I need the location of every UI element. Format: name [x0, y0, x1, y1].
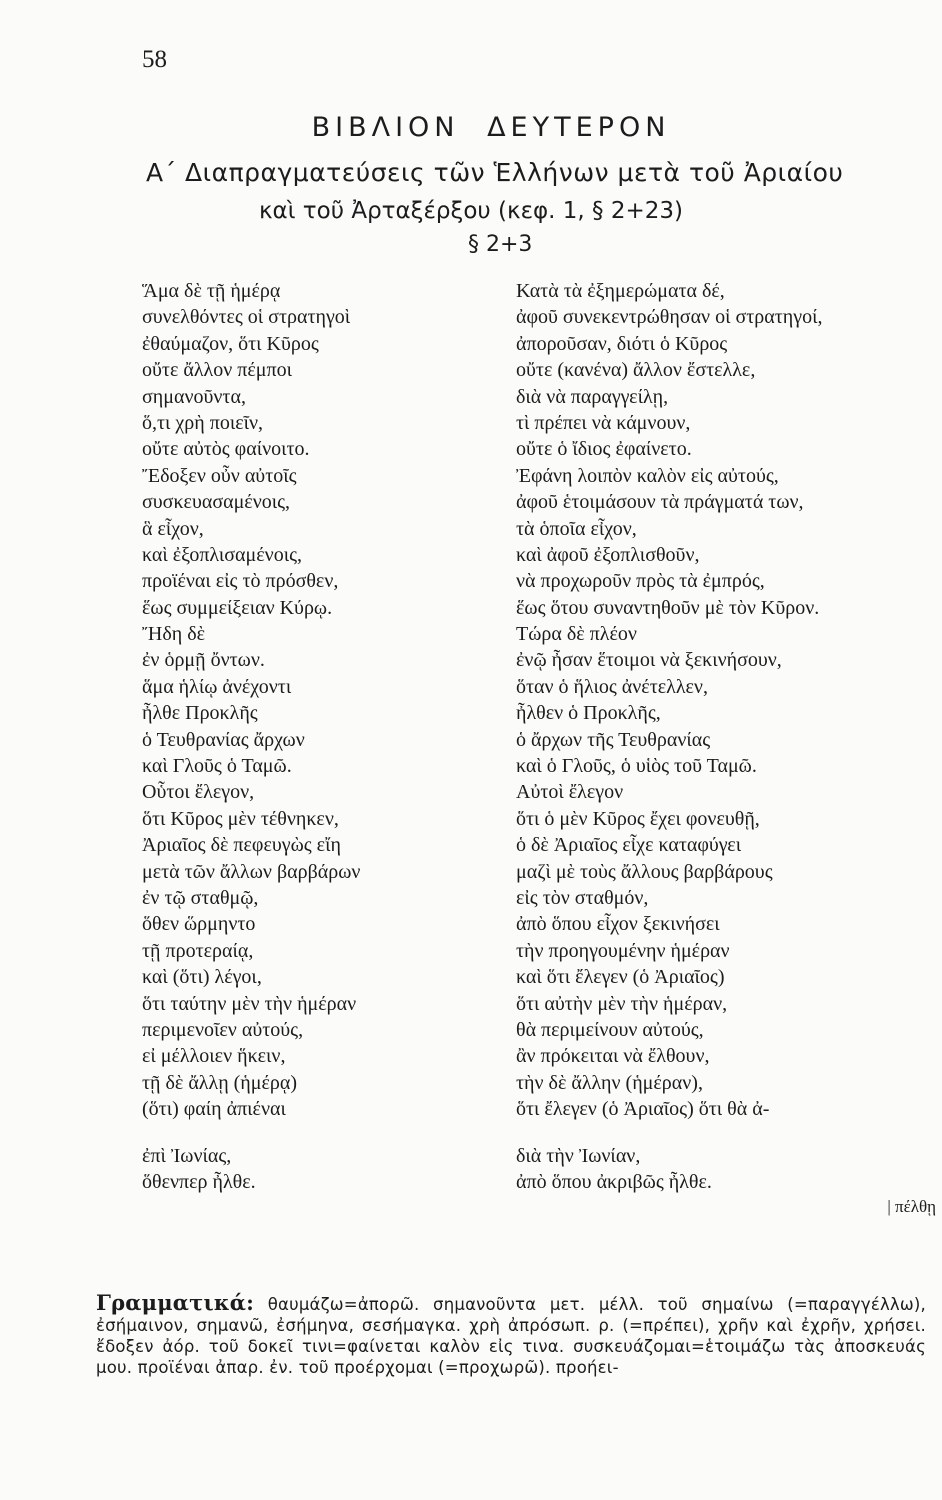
text-line: οὔτε ἄλλον πέμποι	[142, 359, 292, 382]
text-line: ὅθενπερ ἦλθε.	[142, 1170, 256, 1193]
text-line: ὅτι Κῦρος μὲν τέθνηκεν,	[142, 807, 339, 830]
text-line: καὶ ἀφοῦ ἐξοπλισθοῦν,	[516, 543, 700, 566]
text-line: ἕως συμμείξειαν Κύρῳ.	[142, 596, 333, 619]
text-line: ἀπὸ ὅπου εἶχον ξεκινήσει	[516, 913, 720, 936]
text-line: ὅθεν ὥρμηντο	[142, 913, 256, 936]
text-line: ἀπὸ ὅπου ἀκριβῶς ἦλθε.	[516, 1170, 712, 1193]
text-line: ἐνῷ ἦσαν ἕτοιμοι νὰ ξεκινήσουν,	[516, 649, 782, 672]
text-line: τὰ ὁποῖα εἶχον,	[516, 517, 637, 540]
text-line: καὶ ἐξοπλισαμένοις,	[142, 543, 302, 566]
text-line: τῇ δὲ ἄλλῃ (ἡμέρᾳ)	[142, 1071, 298, 1094]
text-line: ὅταν ὁ ἥλιος ἀνέτελλεν,	[516, 675, 708, 698]
text-line: εἰ μέλλοιεν ἥκειν,	[142, 1045, 286, 1068]
text-line: διὰ τὴν Ἰωνίαν,	[516, 1144, 641, 1167]
hyphen-continuation: | πέλθῃ	[887, 1197, 936, 1216]
chapter-heading: Α΄ Διαπραγματεύσεις τῶν Ἑλλήνων μετὰ τοῦ Ἀριαίου	[146, 158, 844, 187]
text-line: τὴν προηγουμένην ἡμέραν	[516, 939, 730, 962]
ancient-greek-column	[142, 278, 502, 1195]
text-line: νὰ προχωροῦν πρὸς τὰ ἐμπρός,	[516, 570, 765, 593]
text-line: καὶ ὅτι ἔλεγεν (ὁ Ἀριαῖος)	[516, 966, 725, 989]
text-line: περιμενοῖεν αὐτούς,	[142, 1018, 304, 1041]
text-line: Οὗτοι ἔλεγον,	[142, 781, 255, 804]
text-line: ἕως ὅτου συναντηθοῦν μὲ τὸν Κῦρον.	[516, 596, 820, 619]
text-line: ἀφοῦ ἑτοιμάσουν τὰ πράγματά των,	[516, 491, 804, 514]
text-line: ὅτι ἔλεγεν (ὁ Ἀριαῖος) ὅτι θὰ ἀ-	[516, 1098, 770, 1121]
text-line: οὔτε (κανένα) ἄλλον ἔστελλε,	[516, 359, 756, 382]
text-line: Κατὰ τὰ ἐξημερώματα δέ,	[516, 280, 725, 302]
text-line: ἂν πρόκειται νὰ ἔλθουν,	[516, 1045, 710, 1068]
text-line: ἐθαύμαζον, ὅτι Κῦρος	[142, 332, 319, 355]
text-line: ὅτι αὐτὴν μὲν τὴν ἡμέραν,	[516, 992, 728, 1015]
text-line: ἐπὶ Ἰωνίας,	[142, 1144, 232, 1167]
text-line: τὶ πρέπει νὰ κάμνουν,	[516, 411, 691, 434]
text-line: μετὰ τῶν ἄλλων βαρβάρων	[142, 860, 361, 883]
text-line: καὶ Γλοῦς ὁ Ταμῶ.	[142, 755, 292, 778]
chapter-subheading: καὶ τοῦ Ἀρταξέρξου (κεφ. 1, § 2+23)	[258, 198, 684, 224]
text-line: ἦλθεν ὁ Προκλῆς,	[516, 702, 661, 725]
text-line: Ἤδη δὲ	[142, 623, 206, 646]
text-line: μαζὶ μὲ τοὺς ἄλλους βαρβάρους	[516, 860, 773, 883]
text-line: Ἀριαῖος δὲ πεφευγὼς εἴη	[142, 834, 341, 857]
text-line: Ἔδοξεν οὖν αὐτοῖς	[142, 464, 297, 487]
modern-greek-column	[516, 278, 942, 1195]
page-number: 58	[142, 46, 167, 73]
text-line: ἅμα ἡλίῳ ἀνέχοντι	[142, 675, 292, 698]
text-line: συνελθόντες οἱ στρατηγοὶ	[142, 306, 351, 329]
text-line: καὶ (ὅτι) λέγοι,	[142, 966, 262, 989]
text-line: διὰ νὰ παραγγείλῃ,	[516, 385, 669, 408]
text-line: ἀφοῦ συνεκεντρώθησαν οἱ στρατηγοί,	[516, 306, 823, 329]
text-line: ὅ,τι χρὴ ποιεῖν,	[142, 411, 264, 434]
text-line: οὔτε αὐτὸς φαίνοιτο.	[142, 438, 310, 461]
text-line: συσκευασαμένοις,	[142, 491, 291, 514]
section-mark: § 2+3	[468, 232, 533, 257]
text-line: ὁ Τευθρανίας ἄρχων	[142, 728, 305, 751]
book-title: ΒΙΒΛΙΟΝ ΔΕΥΤΕΡΟΝ	[311, 112, 671, 143]
text-line: ἐν τῷ σταθμῷ,	[142, 886, 259, 909]
text-line: Αὐτοὶ ἔλεγον	[516, 781, 624, 804]
text-line: ἃ εἶχον,	[142, 517, 204, 540]
text-line: ὁ ἄρχων τῆς Τευθρανίας	[516, 728, 711, 751]
text-line: ἐν ὁρμῇ ὄντων.	[142, 649, 265, 672]
text-line: προϊέναι εἰς τὸ πρόσθεν,	[142, 570, 339, 593]
text-line: ὅτι ταύτην μὲν τὴν ἡμέραν	[142, 992, 357, 1015]
text-line: ἦλθε Προκλῆς	[142, 702, 258, 725]
text-line: καὶ ὁ Γλοῦς, ὁ υἱὸς τοῦ Ταμῶ.	[516, 755, 757, 778]
grammar-text: θαυμάζω=ἀπορῶ. σημανοῦντα μετ. μέλλ. τοῦ σημαίνω (=παραγγέλλω), ἐσήμαινον, σημανῶ, ἐσήμηνα, σεσήμαγκα. χρὴ ἀπρόσωπ. ρ. (=πρέπει), χρῆν καὶ ἐχρῆν, χρήσει. ἔδοξεν ἀόρ. τοῦ δοκεῖ τινι=φαίνεται καλὸν εἰς τινα. συσκευάζομαι=ἑτοιμάζω τὰς ἀποσκευάς μου. προϊέναι ἀπαρ. ἐν. τοῦ προέρχομαι (=προχωρῶ). προήει-	[96, 1295, 926, 1377]
text-line: τὴν δὲ ἄλλην (ἡμέραν),	[516, 1071, 703, 1094]
text-line	[516, 1123, 942, 1143]
text-line	[142, 1123, 502, 1143]
text-line: οὔτε ὁ ἴδιος ἐφαίνετο.	[516, 438, 692, 461]
text-line: θὰ περιμείνουν αὐτούς,	[516, 1018, 704, 1041]
text-line: σημανοῦντα,	[142, 385, 246, 408]
text-line: Ἐφάνη λοιπὸν καλὸν εἰς αὐτούς,	[516, 464, 779, 487]
text-line: ὅτι ὁ μὲν Κῦρος ἔχει φονευθῇ,	[516, 807, 760, 830]
text-line: Ἅμα δὲ τῇ ἡμέρᾳ	[142, 280, 281, 302]
text-line: εἰς τὸν σταθμόν,	[516, 886, 649, 909]
text-line: τῇ προτεραίᾳ,	[142, 939, 254, 962]
text-line: (ὅτι) φαίη ἀπιέναι	[142, 1098, 286, 1121]
text-line: ὁ δὲ Ἀριαῖος εἶχε καταφύγει	[516, 834, 742, 857]
grammar-notes	[96, 1292, 926, 1378]
grammar-label: Γραμματικά:	[96, 1290, 255, 1315]
text-line: Τώρα δὲ πλέον	[516, 623, 637, 646]
text-line: ἀποροῦσαν, διότι ὁ Κῦρος	[516, 332, 728, 355]
